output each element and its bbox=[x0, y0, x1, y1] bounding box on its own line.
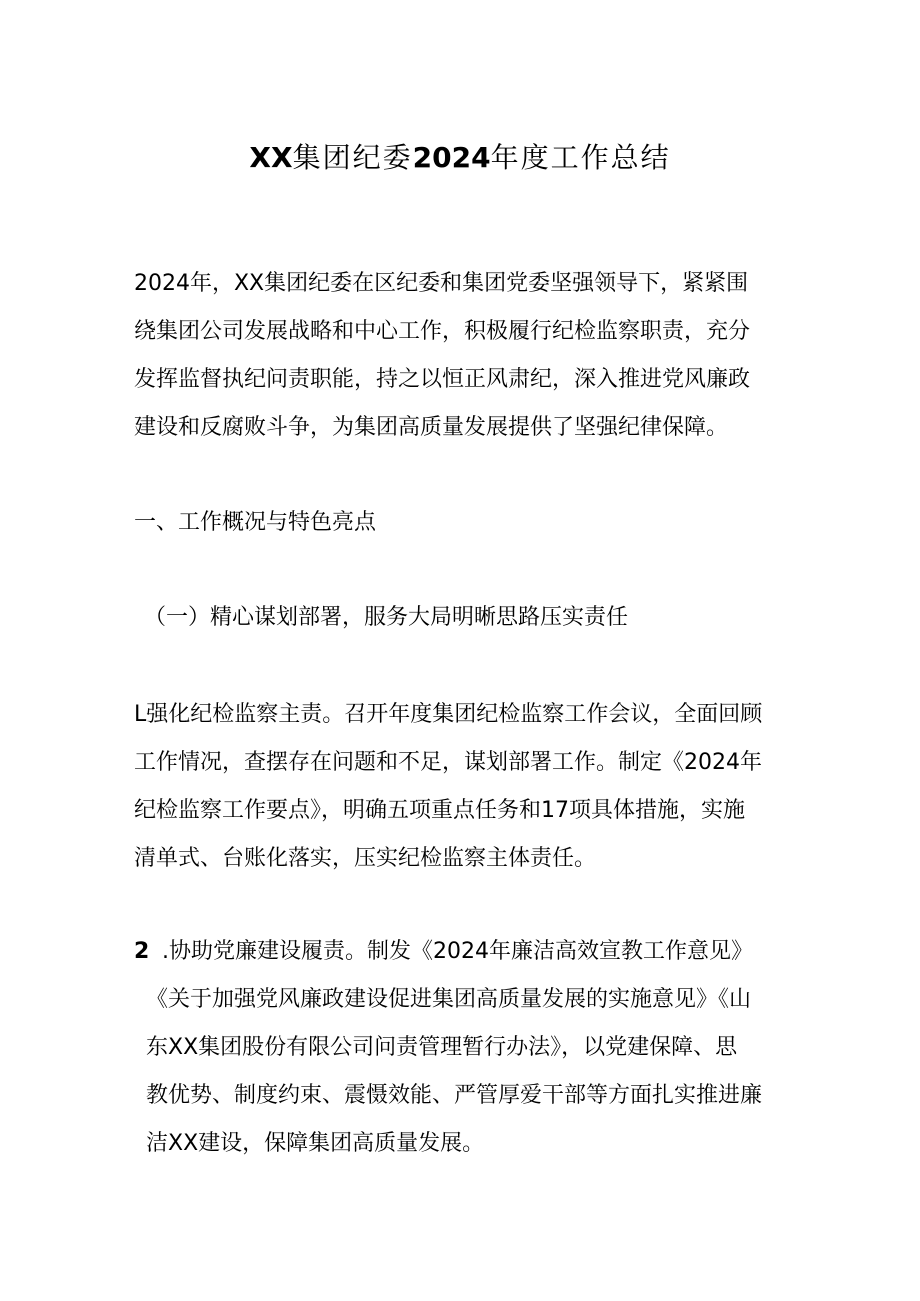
document-title bbox=[0, 136, 920, 180]
intro-line: 2024年，XX集团纪委在区纪委和集团党委坚强领导下，紧紧围 bbox=[134, 271, 749, 296]
title-prefix: XX bbox=[249, 141, 293, 174]
item-2-line: 东XX集团股份有限公司问责管理暂行办法》，以党建保障、思 bbox=[146, 1035, 738, 1060]
item-2-line: 教优势、制度约束、震慑效能、严管厚爱干部等方面扎实推进廉 bbox=[146, 1083, 763, 1108]
item-2-paragraph bbox=[134, 928, 804, 1168]
intro-line: 绕集团公司发展战略和中心工作，积极履行纪检监察职责，充分 bbox=[134, 319, 751, 344]
item-1-line: 纪检监察工作要点》，明确五项重点任务和17项具体措施，实施 bbox=[134, 798, 745, 823]
item-1-paragraph bbox=[134, 691, 794, 883]
item-2-line: 洁XX建设，保障集团高质量发展。 bbox=[146, 1131, 485, 1156]
item-2-first-line bbox=[134, 928, 804, 976]
title-suffix: 年度工作总结 bbox=[490, 141, 671, 174]
intro-line: 发挥监督执纪问责职能，持之以恒正风肃纪，深入推进党风廉政 bbox=[134, 367, 751, 392]
intro-line: 建设和反腐败斗争，为集团高质量发展提供了坚强纪律保障。 bbox=[134, 415, 729, 440]
subsection-heading: （一）精心谋划部署，服务大局明晰思路压实责任 bbox=[144, 605, 629, 630]
item-1-line: 工作情况，查摆存在问题和不足，谋划部署工作。制定《2024年 bbox=[134, 750, 762, 775]
item-2-line: 《关于加强党风廉政建设促进集团高质量发展的实施意见》《山 bbox=[146, 987, 752, 1012]
section-heading: 一、工作概况与特色亮点 bbox=[134, 510, 377, 535]
item-1-line: 清单式、台账化落实，压实纪检监察主体责任。 bbox=[134, 846, 597, 871]
intro-paragraph bbox=[134, 260, 794, 452]
item-2-number: 2 bbox=[134, 939, 150, 964]
item-1-line: L强化纪检监察主责。召开年度集团纪检监察工作会议，全面回顾 bbox=[134, 702, 763, 727]
title-year: 2024 bbox=[412, 141, 491, 174]
item-2-line: .协助党廉建设履责。制发《2024年廉洁高效宣教工作意见》 bbox=[162, 939, 753, 964]
title-mid: 集团纪委 bbox=[292, 141, 413, 174]
